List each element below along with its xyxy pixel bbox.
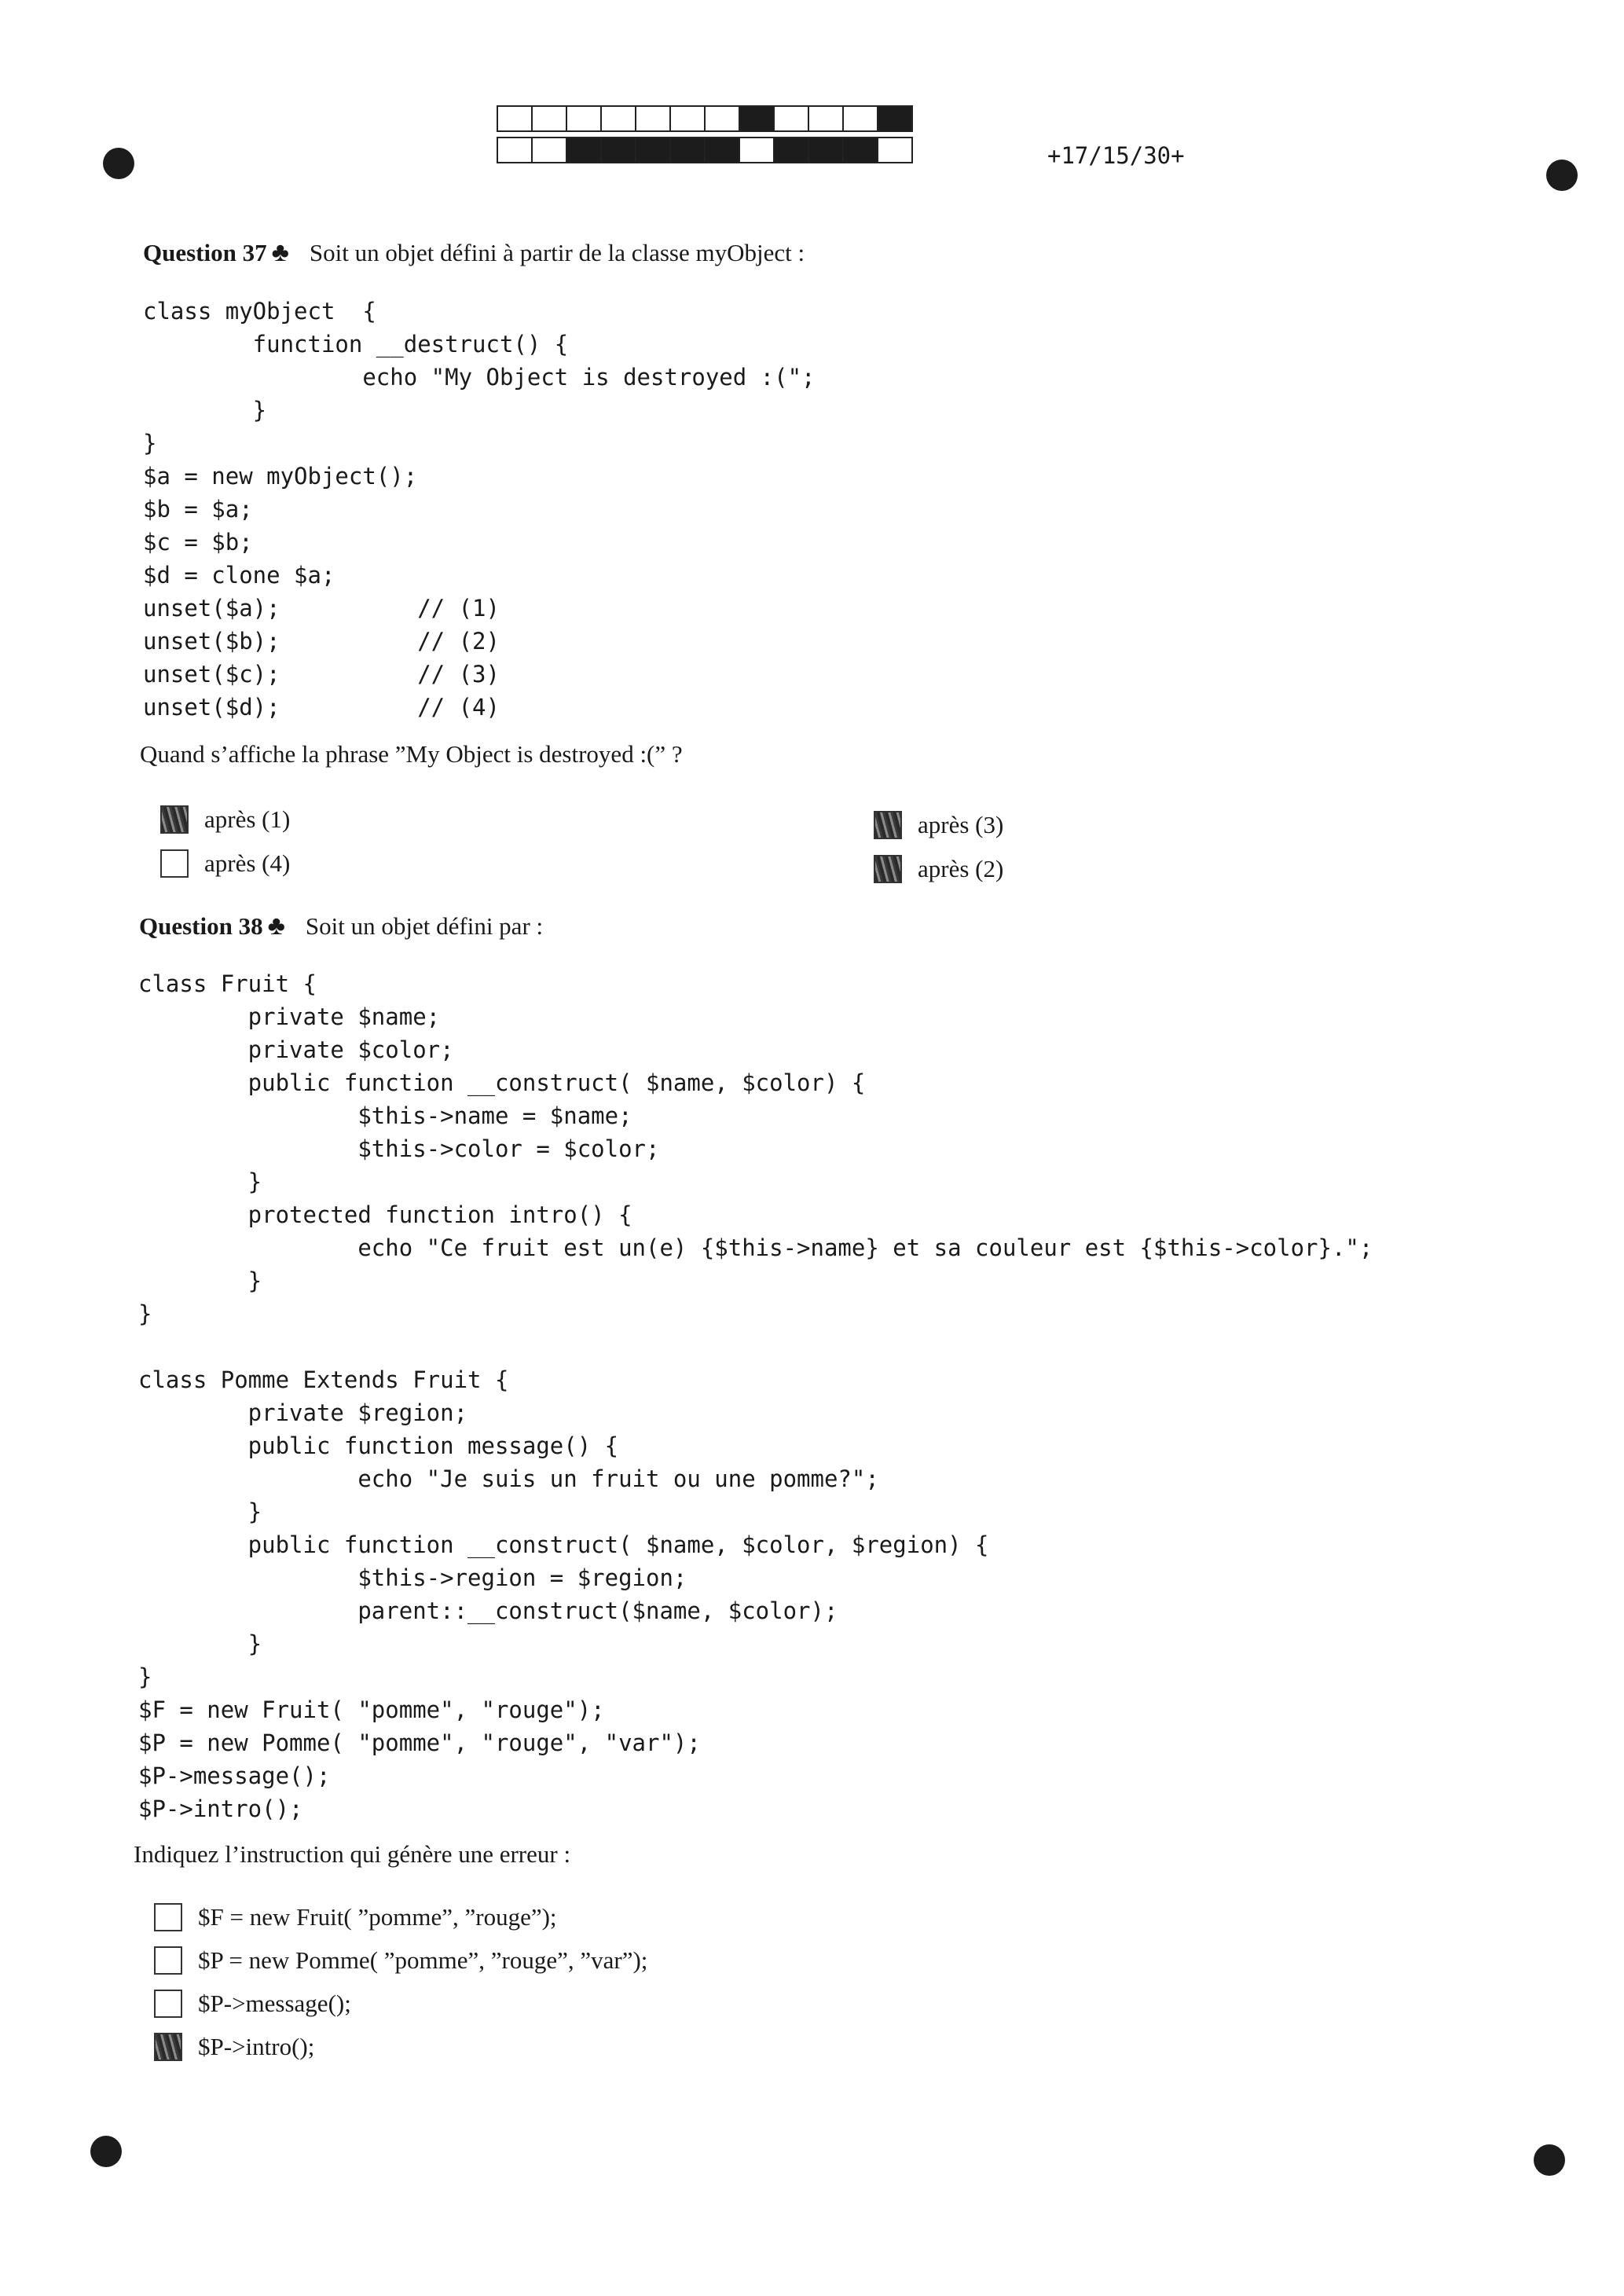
answer-label: après (4) (204, 849, 291, 877)
question-37-header (143, 238, 805, 268)
checkbox-checked[interactable] (154, 2033, 182, 2061)
question-37-number: Question 37 (143, 239, 267, 266)
barcode-cell (842, 137, 878, 163)
barcode-cell (739, 137, 775, 163)
barcode-cell (739, 105, 775, 132)
question-38-header (139, 911, 543, 941)
barcode-cell (808, 137, 844, 163)
barcode-cell (600, 105, 636, 132)
answer-label: $P->intro(); (198, 2033, 315, 2060)
q37-answer-3[interactable] (874, 811, 1003, 839)
barcode-cell (669, 137, 706, 163)
club-icon: ♣ (271, 238, 289, 267)
q38-answer-2[interactable] (154, 1946, 647, 1975)
barcode-cell (600, 137, 636, 163)
registration-mark-top-right (1546, 160, 1578, 191)
q38-answer-3[interactable] (154, 1990, 351, 2018)
question-38-number: Question 38 (139, 912, 263, 940)
barcode-cell (566, 137, 602, 163)
question-38-code: class Fruit { private $name; private $color; public function __construct( $name, $color) { $this->name = $name; $this->color = $color; } protected function intro() { echo "Ce fruit est un(e) {$this->name} et sa couleur est {$this->color}."; } } class Pomme Extends Fruit { private $region; public function message() { echo "Je suis un fruit ou une pomme?"; } public function __construct( $name, $color, $region) { $this->region = $region; parent::__construct($name, $color); } } $F = new Fruit( "pomme", "rouge"); $P = new Pomme( "pomme", "rouge", "var"); $P->message(); $P->intro(); (138, 970, 1373, 1822)
q37-answer-2[interactable] (160, 849, 290, 878)
checkbox[interactable] (154, 1946, 182, 1975)
q37-answer-4[interactable] (874, 855, 1003, 883)
barcode-row-1 (497, 105, 911, 132)
barcode-cell (531, 105, 567, 132)
question-38-prompt: Indiquez l’instruction qui génère une erreur : (134, 1840, 571, 1868)
barcode-cell (497, 137, 533, 163)
barcode-cell (635, 105, 671, 132)
answer-label: $F = new Fruit( ”pomme”, ”rouge”); (198, 1903, 557, 1931)
page-identifier: +17/15/30+ (1047, 142, 1185, 169)
answer-label: $P = new Pomme( ”pomme”, ”rouge”, ”var”); (198, 1946, 648, 1974)
question-38-intro: Soit un objet défini par : (305, 912, 544, 940)
barcode-cell (877, 105, 913, 132)
registration-mark-bottom-left (90, 2136, 122, 2167)
answer-label: après (2) (918, 855, 1004, 882)
checkbox-checked[interactable] (160, 805, 189, 834)
barcode-row-2 (497, 137, 911, 163)
q37-answer-1[interactable] (160, 805, 290, 834)
barcode-cell (842, 105, 878, 132)
barcode-cell (704, 137, 740, 163)
club-icon: ♣ (267, 911, 285, 941)
checkbox-checked[interactable] (874, 811, 902, 839)
checkbox[interactable] (160, 849, 189, 878)
barcode-cell (773, 137, 809, 163)
checkbox[interactable] (154, 1903, 182, 1931)
barcode-cell (773, 105, 809, 132)
barcode-cell (808, 105, 844, 132)
barcode-cell (877, 137, 913, 163)
barcode-cell (566, 105, 602, 132)
registration-mark-top-left (103, 148, 134, 179)
question-37-intro: Soit un objet défini à partir de la classe myObject : (309, 239, 805, 266)
question-37-code: class myObject { function __destruct() { echo "My Object is destroyed :("; } } $a = new myObject(); $b = $a; $c = $b; $d = clone $a; unset($a); // (1) unset($b); // (2) unset($c); // (3) unset($d); // (4) (143, 298, 816, 721)
checkbox-checked[interactable] (874, 855, 902, 883)
question-37-prompt: Quand s’affiche la phrase ”My Object is destroyed :(” ? (140, 740, 683, 768)
barcode-cell (635, 137, 671, 163)
barcode-cell (669, 105, 706, 132)
answer-label: après (3) (918, 811, 1004, 838)
barcode-cell (531, 137, 567, 163)
answer-label: après (1) (204, 805, 291, 833)
barcode-cell (497, 105, 533, 132)
checkbox[interactable] (154, 1990, 182, 2018)
answer-label: $P->message(); (198, 1990, 351, 2017)
registration-mark-bottom-right (1534, 2144, 1565, 2176)
q38-answer-4[interactable] (154, 2033, 314, 2061)
q38-answer-1[interactable] (154, 1903, 557, 1931)
barcode-cell (704, 105, 740, 132)
